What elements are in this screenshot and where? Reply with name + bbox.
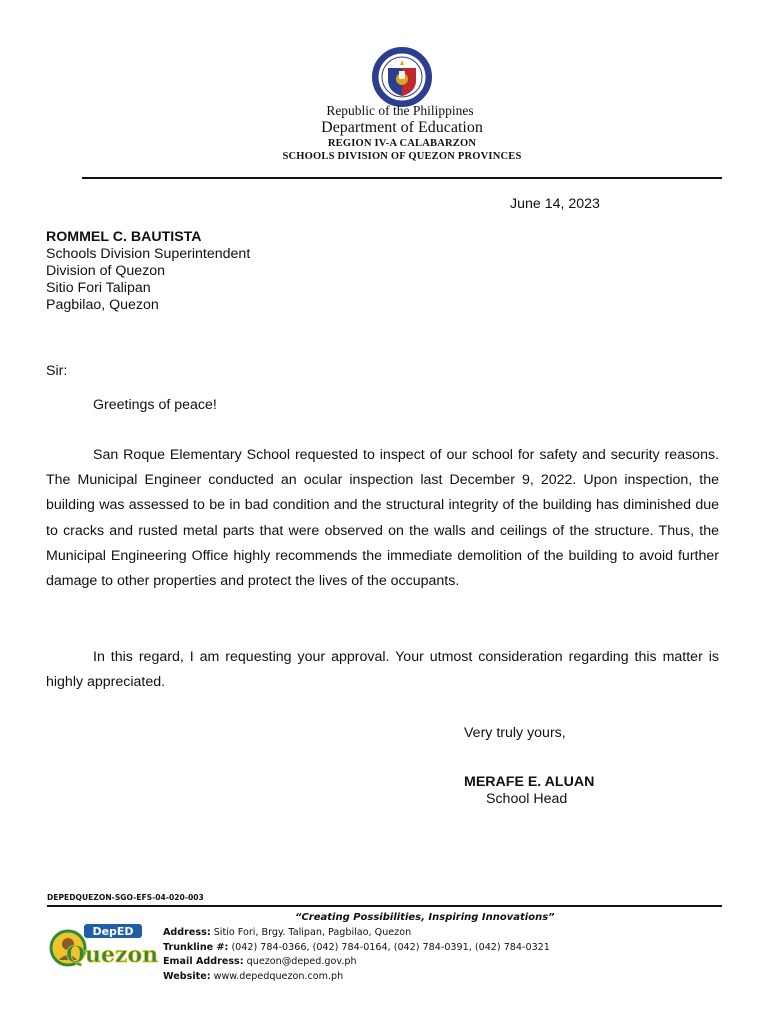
signer-title: School Head <box>486 791 568 807</box>
salutation: Sir: <box>46 363 68 379</box>
recipient-name: ROMMEL C. BAUTISTA <box>46 229 202 245</box>
address-label: Address: <box>163 927 211 938</box>
footer-divider <box>47 905 722 907</box>
header-republic: Republic of the Philippines <box>326 103 474 118</box>
document-code: DEPEDQUEZON-SGO-EFS-04-020-003 <box>47 893 204 902</box>
header-region: REGION IV-A CALABARZON <box>327 138 477 149</box>
header-division: SCHOOLS DIVISION OF QUEZON PROVINCES <box>282 151 522 162</box>
trunkline-value: (042) 784-0366, (042) 784-0164, (042) 784-0391, (042) 784-0321 <box>228 941 550 953</box>
complimentary-close: Very truly yours, <box>464 725 566 741</box>
recipient-block <box>46 229 250 314</box>
recipient-address-line2: Pagbilao, Quezon <box>46 297 159 313</box>
email-label: Email Address: <box>163 956 244 968</box>
body-paragraph-1: San Roque Elementary School requested to inspect of our school for safety and security reasons. The Municipal Engineer conducted an ocular inspection last December 9, 2022. Upon inspection, the building was assessed to be in bad condition and the structural integrity of the building has diminished due to cracks and rusted metal parts that were observed on the walls and ceilings of the structure. Thus, the Municipal Engineering Office highly recommends the immediate demolition of the building to avoid further damage to other properties and protect the lives of the occupants. <box>46 447 719 590</box>
website-label: Website: <box>163 970 211 982</box>
email-value[interactable]: quezon@deped.gov.ph <box>243 956 357 968</box>
deped-quezon-logo <box>48 918 160 974</box>
signer-name: MERAFE E. ALUAN <box>464 774 595 790</box>
logo-quezon-text: Quezon <box>65 942 159 968</box>
letter-date: June 14, 2023 <box>510 196 600 212</box>
footer-email-line <box>163 955 550 970</box>
footer-motto: “Creating Possibilities, Inspiring Innovations” <box>295 912 555 923</box>
footer-website-line <box>163 970 550 985</box>
footer-address-line <box>163 926 550 941</box>
address-value: Sitio Fori, Brgy. Talipan, Pagbilao, Quezon <box>210 927 412 938</box>
recipient-address-line1: Sitio Fori Talipan <box>46 280 151 296</box>
body-paragraph-2: In this regard, I am requesting your approval. Your utmost consideration regarding this matter is highly appreciated. <box>46 649 719 691</box>
greeting: Greetings of peace! <box>93 397 217 413</box>
recipient-office: Division of Quezon <box>46 263 166 279</box>
header-department: Department of Education <box>321 119 483 136</box>
deped-seal-logo <box>364 46 440 108</box>
header-divider <box>82 177 722 179</box>
website-value[interactable]: www.depedquezon.com.ph <box>210 970 344 982</box>
footer-contacts <box>163 926 550 984</box>
footer-trunkline-line <box>163 941 550 956</box>
trunkline-label: Trunkline #: <box>163 941 229 953</box>
logo-deped-text: DepED <box>92 925 134 938</box>
recipient-title: Schools Division Superintendent <box>46 246 251 262</box>
